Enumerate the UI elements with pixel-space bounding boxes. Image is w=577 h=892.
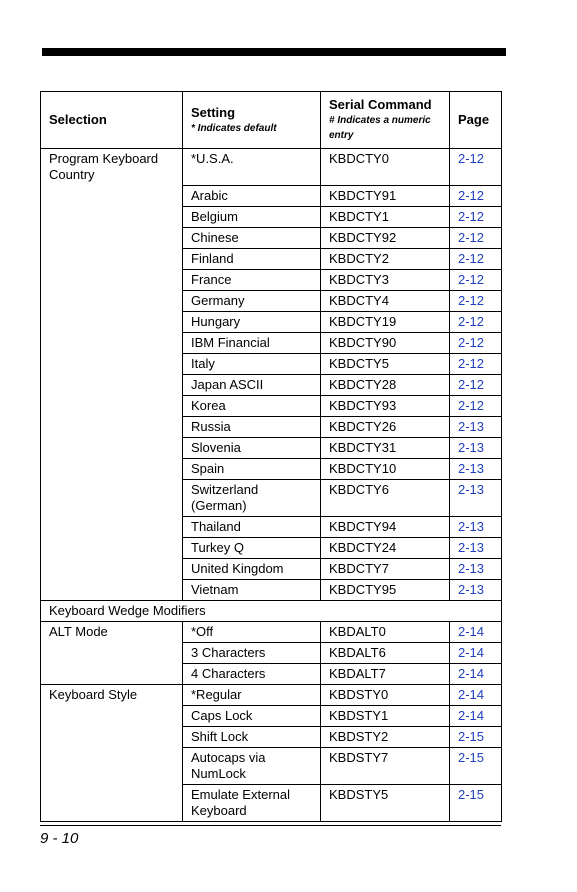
page-link[interactable]: 2-12: [450, 185, 502, 206]
selection-cell: [41, 663, 183, 684]
selection-cell: [41, 206, 183, 227]
table-row: [41, 206, 502, 227]
page-link[interactable]: 2-13: [450, 516, 502, 537]
table-body: [41, 149, 502, 822]
serial-command-cell: KBDCTY6: [321, 479, 450, 516]
table-row: [41, 516, 502, 537]
page-link[interactable]: 2-12: [450, 395, 502, 416]
setting-cell: France: [183, 269, 321, 290]
selection-cell: [41, 458, 183, 479]
serial-command-cell: KBDCTY4: [321, 290, 450, 311]
table-row: [41, 705, 502, 726]
serial-command-cell: KBDCTY94: [321, 516, 450, 537]
table-row: [41, 458, 502, 479]
table-row: [41, 663, 502, 684]
serial-command-cell: KBDSTY0: [321, 684, 450, 705]
setting-cell: IBM Financial: [183, 332, 321, 353]
selection-cell: [41, 227, 183, 248]
page-link[interactable]: 2-13: [450, 437, 502, 458]
setting-cell: United Kingdom: [183, 558, 321, 579]
serial-command-cell: KBDCTY93: [321, 395, 450, 416]
table-row: [41, 185, 502, 206]
table-row: [41, 558, 502, 579]
table-row: [41, 621, 502, 642]
setting-cell: Shift Lock: [183, 726, 321, 747]
selection-cell: [41, 642, 183, 663]
setting-cell: *Off: [183, 621, 321, 642]
table-header-row: [41, 92, 502, 149]
setting-cell: Italy: [183, 353, 321, 374]
header-page: Page: [450, 92, 502, 149]
bottom-rule: [40, 825, 501, 826]
setting-cell: *U.S.A.: [183, 149, 321, 186]
selection-cell: [41, 185, 183, 206]
table-row: [41, 479, 502, 516]
selection-cell: [41, 537, 183, 558]
setting-cell: 4 Characters: [183, 663, 321, 684]
selection-cell: Program Keyboard Country: [41, 149, 183, 186]
page-link[interactable]: 2-14: [450, 621, 502, 642]
page-link[interactable]: 2-15: [450, 747, 502, 784]
selection-cell: [41, 311, 183, 332]
setting-cell: Korea: [183, 395, 321, 416]
header-selection: Selection: [41, 92, 183, 149]
selection-cell: [41, 726, 183, 747]
page-link[interactable]: 2-15: [450, 784, 502, 821]
table-row: [41, 374, 502, 395]
setting-cell: Vietnam: [183, 579, 321, 600]
serial-command-cell: KBDCTY28: [321, 374, 450, 395]
selection-cell: [41, 516, 183, 537]
selection-cell: Keyboard Style: [41, 684, 183, 705]
table-row: [41, 642, 502, 663]
table-row: [41, 747, 502, 784]
serial-command-cell: KBDALT6: [321, 642, 450, 663]
page-link[interactable]: 2-13: [450, 458, 502, 479]
serial-command-cell: KBDCTY26: [321, 416, 450, 437]
serial-command-cell: KBDCTY92: [321, 227, 450, 248]
page-link[interactable]: 2-13: [450, 479, 502, 516]
setting-cell: Germany: [183, 290, 321, 311]
page-link[interactable]: 2-12: [450, 149, 502, 186]
serial-command-cell: KBDALT0: [321, 621, 450, 642]
top-rule: [42, 48, 506, 56]
setting-cell: Thailand: [183, 516, 321, 537]
table-row: [41, 784, 502, 821]
page-link[interactable]: 2-12: [450, 311, 502, 332]
selection-cell: [41, 479, 183, 516]
page-link[interactable]: 2-14: [450, 684, 502, 705]
page-link[interactable]: 2-12: [450, 269, 502, 290]
serial-command-cell: KBDCTY3: [321, 269, 450, 290]
table-row: [41, 353, 502, 374]
selection-cell: [41, 579, 183, 600]
header-setting-note: * Indicates default: [191, 122, 277, 134]
setting-cell: Autocaps via NumLock: [183, 747, 321, 784]
table-row: [41, 684, 502, 705]
header-serial-note: # Indicates a numeric entry: [329, 115, 431, 141]
table-row: [41, 537, 502, 558]
table-row: [41, 227, 502, 248]
table-row: [41, 290, 502, 311]
serial-command-cell: KBDSTY5: [321, 784, 450, 821]
serial-command-cell: KBDSTY1: [321, 705, 450, 726]
section-title: Keyboard Wedge Modifiers: [41, 600, 502, 621]
table-row: [41, 395, 502, 416]
serial-command-table: [40, 91, 502, 822]
selection-cell: [41, 747, 183, 784]
page-link[interactable]: 2-12: [450, 290, 502, 311]
table-row: [41, 437, 502, 458]
setting-cell: Hungary: [183, 311, 321, 332]
setting-cell: Emulate External Keyboard: [183, 784, 321, 821]
serial-command-cell: KBDCTY0: [321, 149, 450, 186]
page-link[interactable]: 2-12: [450, 353, 502, 374]
serial-command-cell: KBDSTY7: [321, 747, 450, 784]
page-link[interactable]: 2-14: [450, 663, 502, 684]
page-link[interactable]: 2-13: [450, 537, 502, 558]
table-row: [41, 311, 502, 332]
selection-cell: [41, 290, 183, 311]
setting-cell: Caps Lock: [183, 705, 321, 726]
page-link[interactable]: 2-15: [450, 726, 502, 747]
serial-command-cell: KBDCTY5: [321, 353, 450, 374]
selection-cell: [41, 784, 183, 821]
setting-cell: Arabic: [183, 185, 321, 206]
table-row: [41, 269, 502, 290]
table-row: [41, 149, 502, 186]
section-row: [41, 600, 502, 621]
table-row: [41, 248, 502, 269]
table-row: [41, 416, 502, 437]
table-row: [41, 332, 502, 353]
setting-cell: Switzerland (German): [183, 479, 321, 516]
setting-cell: Turkey Q: [183, 537, 321, 558]
serial-command-cell: KBDCTY24: [321, 537, 450, 558]
serial-command-cell: KBDALT7: [321, 663, 450, 684]
page-link[interactable]: 2-12: [450, 332, 502, 353]
serial-command-cell: KBDCTY19: [321, 311, 450, 332]
page-link[interactable]: 2-12: [450, 227, 502, 248]
serial-command-cell: KBDCTY1: [321, 206, 450, 227]
header-serial-command: Serial Command # Indicates a numeric entry: [321, 92, 450, 149]
serial-command-cell: KBDCTY7: [321, 558, 450, 579]
setting-cell: Russia: [183, 416, 321, 437]
setting-cell: *Regular: [183, 684, 321, 705]
setting-cell: 3 Characters: [183, 642, 321, 663]
serial-command-cell: KBDCTY2: [321, 248, 450, 269]
setting-cell: Slovenia: [183, 437, 321, 458]
selection-cell: [41, 437, 183, 458]
serial-command-cell: KBDCTY95: [321, 579, 450, 600]
setting-cell: Japan ASCII: [183, 374, 321, 395]
setting-cell: Finland: [183, 248, 321, 269]
page-number: 9 - 10: [40, 830, 79, 847]
page-link[interactable]: 2-12: [450, 374, 502, 395]
table-row: [41, 579, 502, 600]
page-link[interactable]: 2-12: [450, 248, 502, 269]
page-link[interactable]: 2-13: [450, 558, 502, 579]
setting-cell: Belgium: [183, 206, 321, 227]
serial-command-cell: KBDSTY2: [321, 726, 450, 747]
page-link[interactable]: 2-14: [450, 705, 502, 726]
selection-cell: ALT Mode: [41, 621, 183, 642]
selection-cell: [41, 705, 183, 726]
selection-cell: [41, 353, 183, 374]
page-link[interactable]: 2-14: [450, 642, 502, 663]
serial-command-cell: KBDCTY91: [321, 185, 450, 206]
selection-cell: [41, 248, 183, 269]
selection-cell: [41, 269, 183, 290]
setting-cell: Chinese: [183, 227, 321, 248]
selection-cell: [41, 416, 183, 437]
selection-cell: [41, 395, 183, 416]
page-link[interactable]: 2-13: [450, 579, 502, 600]
table-row: [41, 726, 502, 747]
serial-command-cell: KBDCTY90: [321, 332, 450, 353]
serial-command-cell: KBDCTY31: [321, 437, 450, 458]
setting-cell: Spain: [183, 458, 321, 479]
selection-cell: [41, 332, 183, 353]
selection-cell: [41, 374, 183, 395]
selection-cell: [41, 558, 183, 579]
header-setting: Setting * Indicates default: [183, 92, 321, 149]
page-link[interactable]: 2-13: [450, 416, 502, 437]
serial-command-cell: KBDCTY10: [321, 458, 450, 479]
page-link[interactable]: 2-12: [450, 206, 502, 227]
